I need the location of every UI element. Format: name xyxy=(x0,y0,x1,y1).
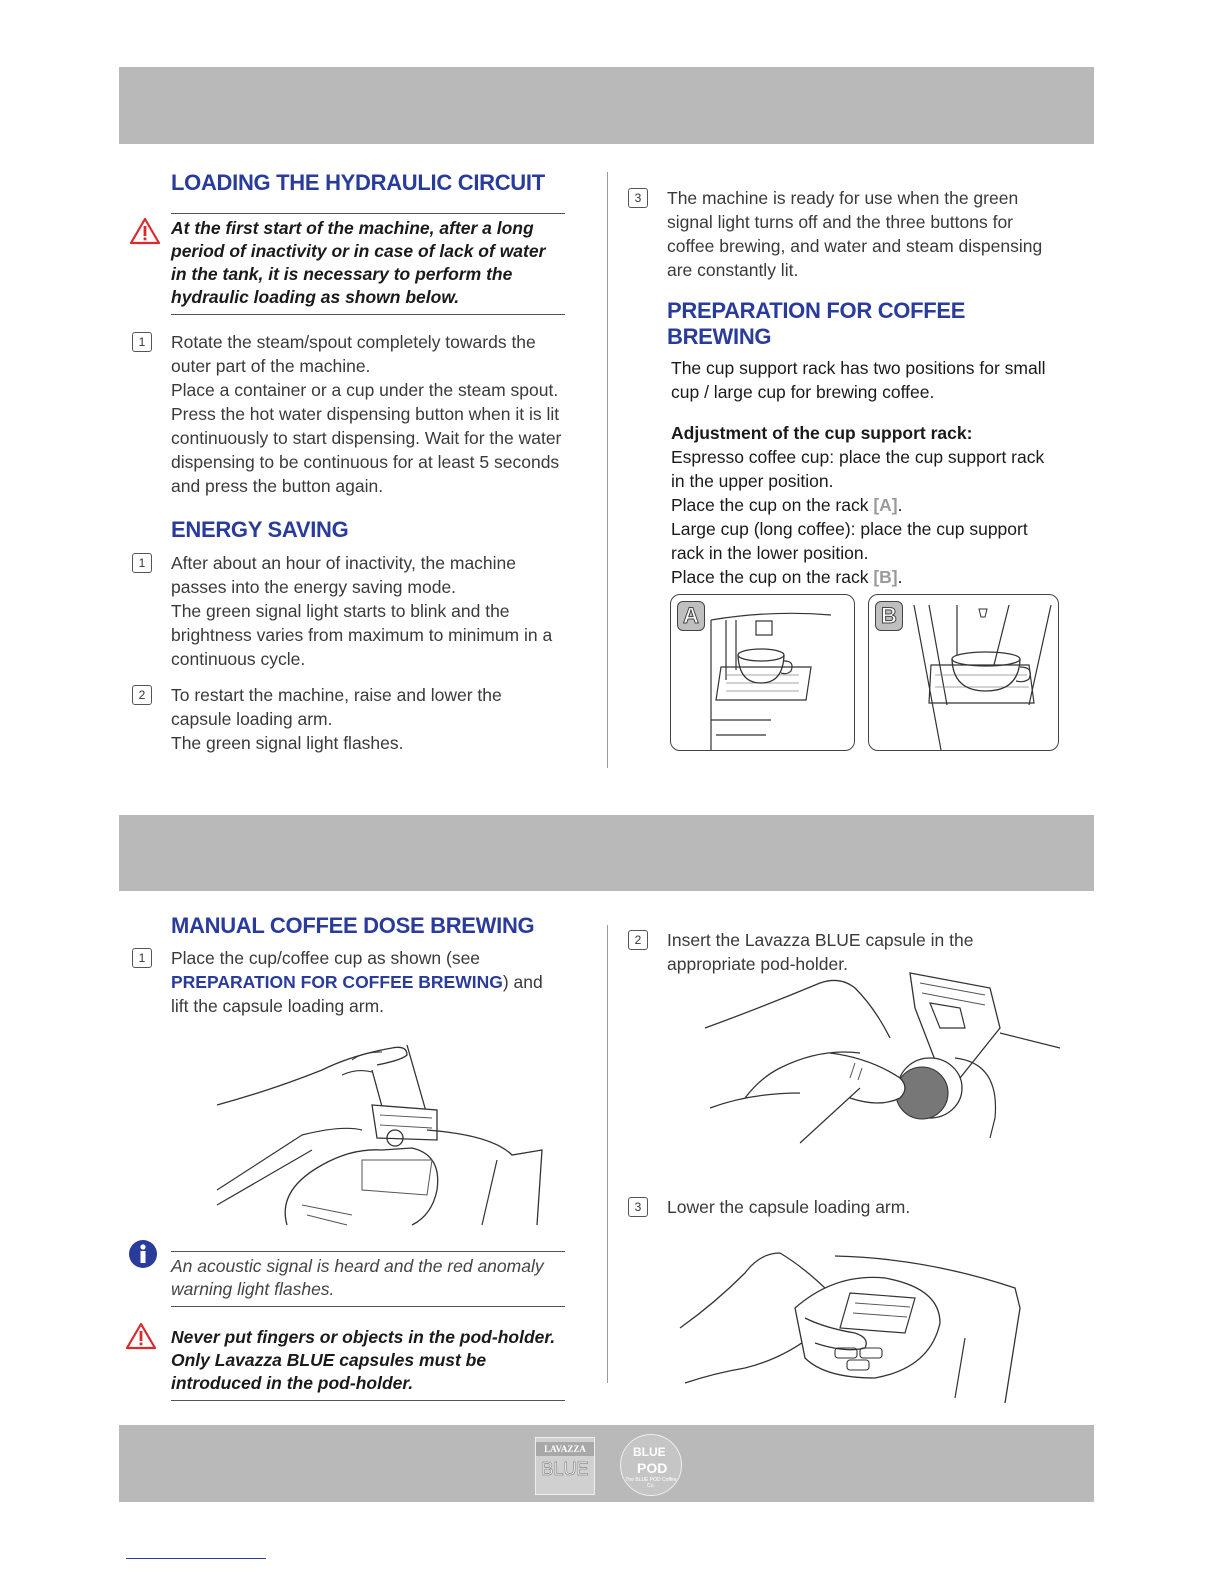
lift-arm-illustration xyxy=(212,1030,552,1230)
label-b: B xyxy=(875,601,903,631)
prep-text xyxy=(614,356,1061,589)
warning-text: At the first start of the machine, after a long period of inactivity or in case of lack of water in the tank, it is necessary to perform the hydraulic loading as shown below. xyxy=(171,213,565,315)
hydraulic-step-1 xyxy=(118,330,565,498)
right-column-lower-step3 xyxy=(614,1195,1061,1219)
section-title-manual: MANUAL COFFEE DOSE BREWING xyxy=(171,913,535,938)
step-number: 1 xyxy=(132,948,152,968)
logo-bottom-text: BLUE xyxy=(541,1459,589,1479)
hydraulic-step-3 xyxy=(614,186,1061,282)
step-text: The machine is ready for use when the green signal light turns off and the three buttons for coffee brewing, and water and steam dispensing are constantly lit. xyxy=(667,188,1043,280)
warning-icon xyxy=(125,1322,157,1350)
step-number: 2 xyxy=(132,685,152,705)
badge-text-2: POD xyxy=(637,1460,668,1476)
info-text: An acoustic signal is heard and the red anomaly warning light flashes. xyxy=(171,1251,565,1307)
cross-reference-link[interactable]: PREPARATION FOR COFFEE BREWING xyxy=(171,972,503,992)
step-text: Lower the capsule loading arm. xyxy=(667,1197,911,1217)
section-title-hydraulic: LOADING THE HYDRAULIC CIRCUIT xyxy=(171,170,545,195)
hydraulic-warning xyxy=(118,213,565,315)
footer-rule xyxy=(126,1558,266,1559)
column-divider xyxy=(607,925,608,1383)
warning-icon xyxy=(129,217,161,245)
section-title-energy: ENERGY SAVING xyxy=(171,517,349,542)
step-text: The green signal light flashes. xyxy=(171,733,404,753)
energy-step-2 xyxy=(118,683,565,755)
label-a: A xyxy=(677,601,705,631)
illustration-a xyxy=(670,594,855,751)
footer-band xyxy=(119,1425,1094,1502)
step-number: 1 xyxy=(132,553,152,573)
prep-line: Place the cup on the rack [A]. xyxy=(671,495,903,515)
blue-pod-badge xyxy=(620,1434,682,1496)
step-number: 2 xyxy=(628,930,648,950)
step-number: 1 xyxy=(132,332,152,352)
insert-capsule-illustration xyxy=(700,968,1065,1148)
energy-step-1 xyxy=(118,551,565,671)
lavazza-blue-logo xyxy=(535,1437,595,1495)
adjustment-title: Adjustment of the cup support rack: xyxy=(671,423,973,443)
manual-warning xyxy=(118,1326,565,1401)
lower-arm-illustration xyxy=(675,1248,1035,1418)
illustration-b xyxy=(868,594,1059,751)
info-icon xyxy=(128,1239,158,1269)
prep-line: Place the cup on the rack [B]. xyxy=(671,567,903,587)
step-text: To restart the machine, raise and lower the capsule loading arm. xyxy=(171,685,502,729)
info-note xyxy=(118,1251,565,1307)
right-column-upper xyxy=(614,186,1061,589)
step-text: After about an hour of inactivity, the machine passes into the energy saving mode. xyxy=(171,553,517,597)
prep-intro: The cup support rack has two positions for small cup / large cup for brewing coffee. xyxy=(671,358,1046,402)
step-text: Insert the Lavazza BLUE capsule in the appropriate pod-holder. xyxy=(667,930,974,974)
step-text: Place the cup/coffee cup as shown (see PREPARATION FOR COFFEE BREWING) and lift the capsule loading arm. xyxy=(171,948,543,1016)
step-text: Press the hot water dispensing button when it is lit continuously to start dispensing. Wait for the water dispensing to be continuous for at least 5 seconds and press the button again. xyxy=(171,404,562,496)
left-column-upper xyxy=(118,170,565,755)
prep-line: Large cup (long coffee): place the cup support rack in the lower position. xyxy=(671,519,1028,563)
step-text: Rotate the steam/spout completely towards the outer part of the machine. xyxy=(171,332,536,376)
logo-top-text: LAVAZZA xyxy=(536,1442,594,1456)
badge-text-1: BLUE xyxy=(633,1445,666,1459)
step-number: 3 xyxy=(628,1197,648,1217)
step-text: Place a container or a cup under the steam spout. xyxy=(171,380,559,400)
warning-text: Never put fingers or objects in the pod-holder. Only Lavazza BLUE capsules must be introduced in the pod-holder. xyxy=(171,1326,565,1401)
prep-line: Espresso coffee cup: place the cup support rack in the upper position. xyxy=(671,447,1045,491)
step-text: The green signal light starts to blink and the brightness varies from maximum to minimum in a continuous cycle. xyxy=(171,601,553,669)
section-title-preparation: PREPARATION FOR COFFEE BREWING xyxy=(667,298,966,349)
left-column-lower xyxy=(118,913,565,1018)
badge-ring-text: The BLUE POD Coffee Co. xyxy=(625,1477,677,1489)
manual-step-1 xyxy=(118,946,565,1018)
ref-b: [B] xyxy=(873,567,898,587)
step-number: 3 xyxy=(628,188,648,208)
column-divider xyxy=(607,172,608,768)
middle-band xyxy=(119,815,1094,891)
header-band xyxy=(119,67,1094,144)
manual-step-3 xyxy=(614,1195,1061,1219)
ref-a: [A] xyxy=(873,495,898,515)
